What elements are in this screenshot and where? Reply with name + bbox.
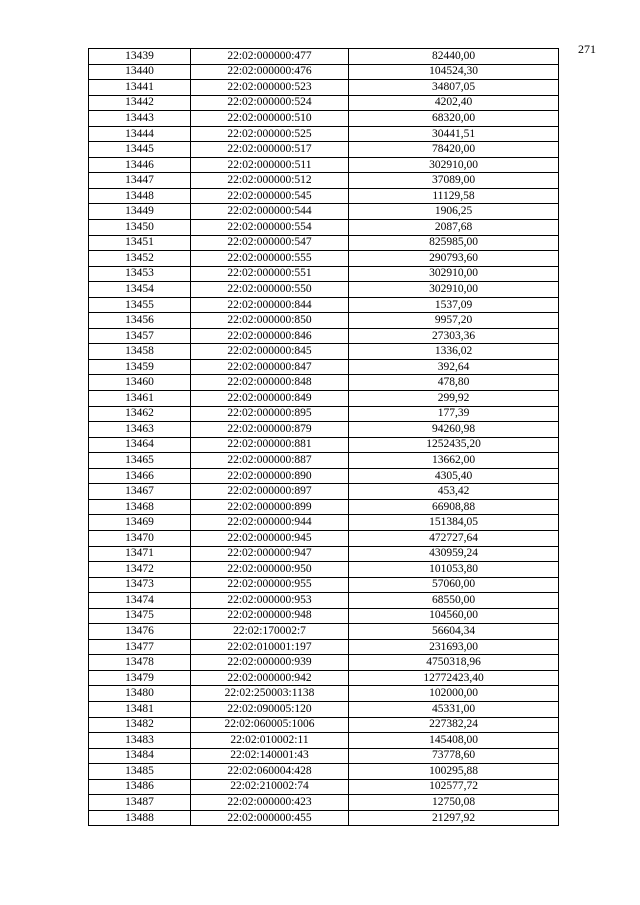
row-number-cell: 13465 bbox=[89, 453, 191, 469]
row-number-cell: 13439 bbox=[89, 49, 191, 65]
table-row bbox=[89, 297, 559, 313]
cadastral-number-cell: 22:02:000000:897 bbox=[191, 484, 349, 500]
cadastral-number-cell: 22:02:000000:881 bbox=[191, 437, 349, 453]
row-number-cell: 13482 bbox=[89, 717, 191, 733]
value-cell: 82440,00 bbox=[349, 49, 559, 65]
value-cell: 104524,30 bbox=[349, 64, 559, 80]
table-row bbox=[89, 406, 559, 422]
table-row bbox=[89, 717, 559, 733]
cadastral-number-cell: 22:02:000000:950 bbox=[191, 562, 349, 578]
cadastral-number-cell: 22:02:000000:947 bbox=[191, 546, 349, 562]
row-number-cell: 13460 bbox=[89, 375, 191, 391]
table-row bbox=[89, 593, 559, 609]
value-cell: 227382,24 bbox=[349, 717, 559, 733]
row-number-cell: 13484 bbox=[89, 748, 191, 764]
table-row bbox=[89, 639, 559, 655]
row-number-cell: 13472 bbox=[89, 562, 191, 578]
cadastral-number-cell: 22:02:000000:550 bbox=[191, 282, 349, 298]
page-number: 271 bbox=[578, 42, 596, 56]
value-cell: 45331,00 bbox=[349, 701, 559, 717]
value-cell: 151384,05 bbox=[349, 515, 559, 531]
cadastral-number-cell: 22:02:000000:455 bbox=[191, 810, 349, 826]
table-row bbox=[89, 375, 559, 391]
value-cell: 37089,00 bbox=[349, 173, 559, 189]
value-cell: 4750318,96 bbox=[349, 655, 559, 671]
table-row bbox=[89, 764, 559, 780]
value-cell: 100295,88 bbox=[349, 764, 559, 780]
value-cell: 145408,00 bbox=[349, 733, 559, 749]
value-cell: 102577,72 bbox=[349, 779, 559, 795]
cadastral-number-cell: 22:02:000000:423 bbox=[191, 795, 349, 811]
cadastral-number-cell: 22:02:000000:554 bbox=[191, 220, 349, 236]
cadastral-number-cell: 22:02:000000:477 bbox=[191, 49, 349, 65]
row-number-cell: 13456 bbox=[89, 313, 191, 329]
cadastral-number-cell: 22:02:000000:955 bbox=[191, 577, 349, 593]
cadastral-number-cell: 22:02:000000:944 bbox=[191, 515, 349, 531]
cadastral-number-cell: 22:02:000000:887 bbox=[191, 453, 349, 469]
table-row bbox=[89, 437, 559, 453]
row-number-cell: 13464 bbox=[89, 437, 191, 453]
value-cell: 101053,80 bbox=[349, 562, 559, 578]
table-row bbox=[89, 515, 559, 531]
table-row bbox=[89, 686, 559, 702]
row-number-cell: 13454 bbox=[89, 282, 191, 298]
cadastral-number-cell: 22:02:000000:476 bbox=[191, 64, 349, 80]
table-row bbox=[89, 422, 559, 438]
cadastral-number-cell: 22:02:000000:846 bbox=[191, 328, 349, 344]
value-cell: 453,42 bbox=[349, 484, 559, 500]
table-row bbox=[89, 795, 559, 811]
cadastral-number-cell: 22:02:000000:899 bbox=[191, 499, 349, 515]
cadastral-number-cell: 22:02:060004:428 bbox=[191, 764, 349, 780]
row-number-cell: 13485 bbox=[89, 764, 191, 780]
row-number-cell: 13459 bbox=[89, 359, 191, 375]
cadastral-number-cell: 22:02:000000:547 bbox=[191, 235, 349, 251]
table-row bbox=[89, 95, 559, 111]
registry-table-body bbox=[89, 49, 559, 826]
value-cell: 4305,40 bbox=[349, 468, 559, 484]
row-number-cell: 13469 bbox=[89, 515, 191, 531]
value-cell: 30441,51 bbox=[349, 126, 559, 142]
value-cell: 290793,60 bbox=[349, 251, 559, 267]
table-row bbox=[89, 313, 559, 329]
cadastral-number-cell: 22:02:000000:939 bbox=[191, 655, 349, 671]
row-number-cell: 13487 bbox=[89, 795, 191, 811]
row-number-cell: 13441 bbox=[89, 80, 191, 96]
value-cell: 66908,88 bbox=[349, 499, 559, 515]
cadastral-number-cell: 22:02:010001:197 bbox=[191, 639, 349, 655]
row-number-cell: 13470 bbox=[89, 530, 191, 546]
value-cell: 104560,00 bbox=[349, 608, 559, 624]
value-cell: 13662,00 bbox=[349, 453, 559, 469]
value-cell: 430959,24 bbox=[349, 546, 559, 562]
value-cell: 12750,08 bbox=[349, 795, 559, 811]
cadastral-number-cell: 22:02:000000:511 bbox=[191, 157, 349, 173]
row-number-cell: 13488 bbox=[89, 810, 191, 826]
table-row bbox=[89, 733, 559, 749]
row-number-cell: 13440 bbox=[89, 64, 191, 80]
value-cell: 472727,64 bbox=[349, 530, 559, 546]
cadastral-number-cell: 22:02:000000:525 bbox=[191, 126, 349, 142]
cadastral-number-cell: 22:02:090005:120 bbox=[191, 701, 349, 717]
value-cell: 11129,58 bbox=[349, 188, 559, 204]
value-cell: 73778,60 bbox=[349, 748, 559, 764]
table-row bbox=[89, 530, 559, 546]
row-number-cell: 13473 bbox=[89, 577, 191, 593]
value-cell: 102000,00 bbox=[349, 686, 559, 702]
row-number-cell: 13463 bbox=[89, 422, 191, 438]
table-row bbox=[89, 142, 559, 158]
cadastral-number-cell: 22:02:000000:890 bbox=[191, 468, 349, 484]
row-number-cell: 13453 bbox=[89, 266, 191, 282]
cadastral-number-cell: 22:02:000000:524 bbox=[191, 95, 349, 111]
table-row bbox=[89, 80, 559, 96]
table-row bbox=[89, 748, 559, 764]
cadastral-number-cell: 22:02:000000:850 bbox=[191, 313, 349, 329]
row-number-cell: 13475 bbox=[89, 608, 191, 624]
cadastral-number-cell: 22:02:000000:942 bbox=[191, 670, 349, 686]
row-number-cell: 13471 bbox=[89, 546, 191, 562]
registry-table bbox=[88, 48, 559, 826]
value-cell: 302910,00 bbox=[349, 157, 559, 173]
cadastral-number-cell: 22:02:000000:545 bbox=[191, 188, 349, 204]
row-number-cell: 13455 bbox=[89, 297, 191, 313]
table-row bbox=[89, 810, 559, 826]
value-cell: 1537,09 bbox=[349, 297, 559, 313]
table-row bbox=[89, 468, 559, 484]
value-cell: 9957,20 bbox=[349, 313, 559, 329]
row-number-cell: 13450 bbox=[89, 220, 191, 236]
table-row bbox=[89, 701, 559, 717]
cadastral-number-cell: 22:02:000000:523 bbox=[191, 80, 349, 96]
row-number-cell: 13466 bbox=[89, 468, 191, 484]
cadastral-number-cell: 22:02:000000:948 bbox=[191, 608, 349, 624]
row-number-cell: 13477 bbox=[89, 639, 191, 655]
cadastral-number-cell: 22:02:000000:517 bbox=[191, 142, 349, 158]
row-number-cell: 13449 bbox=[89, 204, 191, 220]
table-row bbox=[89, 391, 559, 407]
value-cell: 4202,40 bbox=[349, 95, 559, 111]
cadastral-number-cell: 22:02:000000:848 bbox=[191, 375, 349, 391]
cadastral-number-cell: 22:02:060005:1006 bbox=[191, 717, 349, 733]
table-row bbox=[89, 64, 559, 80]
cadastral-number-cell: 22:02:000000:953 bbox=[191, 593, 349, 609]
cadastral-number-cell: 22:02:000000:551 bbox=[191, 266, 349, 282]
row-number-cell: 13451 bbox=[89, 235, 191, 251]
table-row bbox=[89, 779, 559, 795]
value-cell: 78420,00 bbox=[349, 142, 559, 158]
value-cell: 56604,34 bbox=[349, 624, 559, 640]
table-row bbox=[89, 453, 559, 469]
row-number-cell: 13458 bbox=[89, 344, 191, 360]
value-cell: 825985,00 bbox=[349, 235, 559, 251]
value-cell: 12772423,40 bbox=[349, 670, 559, 686]
table-row bbox=[89, 282, 559, 298]
value-cell: 299,92 bbox=[349, 391, 559, 407]
table-row bbox=[89, 344, 559, 360]
cadastral-number-cell: 22:02:000000:847 bbox=[191, 359, 349, 375]
value-cell: 94260,98 bbox=[349, 422, 559, 438]
row-number-cell: 13445 bbox=[89, 142, 191, 158]
table-row bbox=[89, 624, 559, 640]
cadastral-number-cell: 22:02:250003:1138 bbox=[191, 686, 349, 702]
table-row bbox=[89, 577, 559, 593]
value-cell: 231693,00 bbox=[349, 639, 559, 655]
value-cell: 1906,25 bbox=[349, 204, 559, 220]
value-cell: 392,64 bbox=[349, 359, 559, 375]
table-row bbox=[89, 188, 559, 204]
cadastral-number-cell: 22:02:000000:844 bbox=[191, 297, 349, 313]
cadastral-number-cell: 22:02:000000:512 bbox=[191, 173, 349, 189]
value-cell: 21297,92 bbox=[349, 810, 559, 826]
row-number-cell: 13468 bbox=[89, 499, 191, 515]
cadastral-number-cell: 22:02:010002:11 bbox=[191, 733, 349, 749]
table-row bbox=[89, 670, 559, 686]
table-row bbox=[89, 126, 559, 142]
table-row bbox=[89, 204, 559, 220]
row-number-cell: 13479 bbox=[89, 670, 191, 686]
row-number-cell: 13467 bbox=[89, 484, 191, 500]
table-row bbox=[89, 111, 559, 127]
value-cell: 302910,00 bbox=[349, 282, 559, 298]
value-cell: 1252435,20 bbox=[349, 437, 559, 453]
table-row bbox=[89, 235, 559, 251]
value-cell: 57060,00 bbox=[349, 577, 559, 593]
value-cell: 27303,36 bbox=[349, 328, 559, 344]
row-number-cell: 13474 bbox=[89, 593, 191, 609]
value-cell: 1336,02 bbox=[349, 344, 559, 360]
row-number-cell: 13481 bbox=[89, 701, 191, 717]
row-number-cell: 13478 bbox=[89, 655, 191, 671]
cadastral-number-cell: 22:02:140001:43 bbox=[191, 748, 349, 764]
table-row bbox=[89, 157, 559, 173]
value-cell: 68320,00 bbox=[349, 111, 559, 127]
row-number-cell: 13480 bbox=[89, 686, 191, 702]
row-number-cell: 13442 bbox=[89, 95, 191, 111]
cadastral-number-cell: 22:02:170002:7 bbox=[191, 624, 349, 640]
cadastral-number-cell: 22:02:000000:895 bbox=[191, 406, 349, 422]
row-number-cell: 13444 bbox=[89, 126, 191, 142]
cadastral-number-cell: 22:02:000000:849 bbox=[191, 391, 349, 407]
table-row bbox=[89, 251, 559, 267]
row-number-cell: 13462 bbox=[89, 406, 191, 422]
table-row bbox=[89, 655, 559, 671]
value-cell: 478,80 bbox=[349, 375, 559, 391]
row-number-cell: 13483 bbox=[89, 733, 191, 749]
table-row bbox=[89, 173, 559, 189]
cadastral-number-cell: 22:02:000000:945 bbox=[191, 530, 349, 546]
cadastral-number-cell: 22:02:000000:879 bbox=[191, 422, 349, 438]
row-number-cell: 13461 bbox=[89, 391, 191, 407]
table-row bbox=[89, 546, 559, 562]
value-cell: 34807,05 bbox=[349, 80, 559, 96]
row-number-cell: 13446 bbox=[89, 157, 191, 173]
row-number-cell: 13457 bbox=[89, 328, 191, 344]
row-number-cell: 13447 bbox=[89, 173, 191, 189]
row-number-cell: 13486 bbox=[89, 779, 191, 795]
value-cell: 302910,00 bbox=[349, 266, 559, 282]
row-number-cell: 13476 bbox=[89, 624, 191, 640]
table-row bbox=[89, 49, 559, 65]
table-row bbox=[89, 608, 559, 624]
row-number-cell: 13443 bbox=[89, 111, 191, 127]
table-row bbox=[89, 266, 559, 282]
table-row bbox=[89, 220, 559, 236]
value-cell: 68550,00 bbox=[349, 593, 559, 609]
table-row bbox=[89, 562, 559, 578]
table-row bbox=[89, 484, 559, 500]
row-number-cell: 13452 bbox=[89, 251, 191, 267]
cadastral-number-cell: 22:02:210002:74 bbox=[191, 779, 349, 795]
value-cell: 177,39 bbox=[349, 406, 559, 422]
row-number-cell: 13448 bbox=[89, 188, 191, 204]
table-row bbox=[89, 499, 559, 515]
cadastral-number-cell: 22:02:000000:544 bbox=[191, 204, 349, 220]
cadastral-number-cell: 22:02:000000:555 bbox=[191, 251, 349, 267]
table-row bbox=[89, 328, 559, 344]
cadastral-number-cell: 22:02:000000:510 bbox=[191, 111, 349, 127]
cadastral-number-cell: 22:02:000000:845 bbox=[191, 344, 349, 360]
table-row bbox=[89, 359, 559, 375]
value-cell: 2087,68 bbox=[349, 220, 559, 236]
